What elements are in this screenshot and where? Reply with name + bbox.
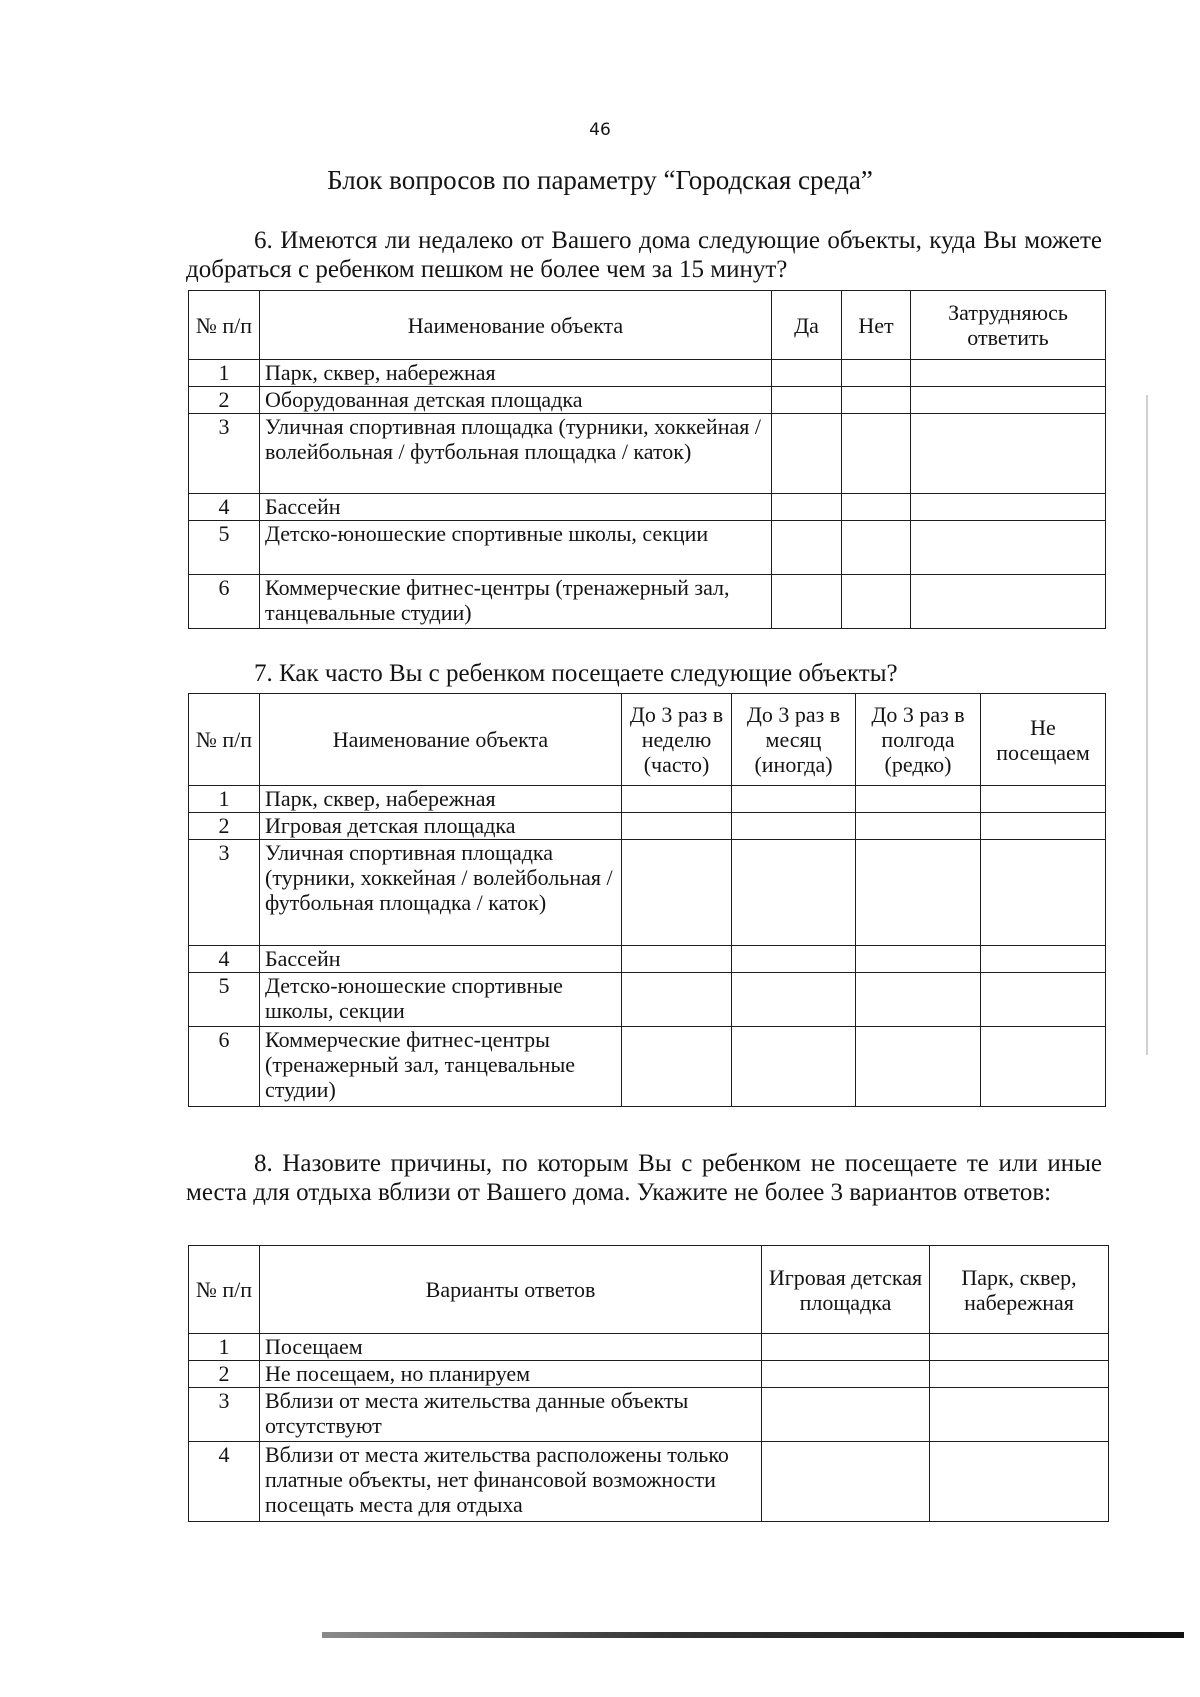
header-hard-to-answer: Затрудняюсь ответить: [911, 291, 1106, 360]
answer-cell-half-year[interactable]: [856, 786, 981, 813]
row-object-name: Парк, сквер, набережная: [260, 360, 772, 387]
header-object-name: Наименование объекта: [260, 291, 772, 360]
row-object-name: Коммерческие фитнес-центры (тренажерный зал, танцевальные студии): [260, 575, 772, 629]
answer-cell-weekly[interactable]: [622, 1027, 732, 1107]
answer-cell-weekly[interactable]: [622, 946, 732, 973]
row-number: 1: [189, 1334, 260, 1361]
row-number: 2: [189, 1361, 260, 1388]
answer-cell-hard-to-answer[interactable]: [911, 494, 1106, 521]
header-no: Нет: [842, 291, 911, 360]
answer-cell-weekly[interactable]: [622, 840, 732, 946]
block-title: Блок вопросов по параметру “Городская среда”: [327, 165, 873, 195]
answer-cell-yes[interactable]: [772, 414, 842, 494]
table-row: [189, 521, 1106, 575]
row-object-name: Игровая детская площадка: [260, 813, 622, 840]
question-7-table: [188, 693, 1106, 1107]
row-number: 2: [189, 813, 260, 840]
answer-cell-hard-to-answer[interactable]: [911, 414, 1106, 494]
answer-cell-weekly[interactable]: [622, 813, 732, 840]
row-number: 4: [189, 946, 260, 973]
answer-cell-yes[interactable]: [772, 575, 842, 629]
table-row: [189, 1027, 1106, 1107]
answer-cell-park[interactable]: [930, 1361, 1109, 1388]
answer-cell-yes[interactable]: [772, 360, 842, 387]
row-number: 6: [189, 575, 260, 629]
table-row: [189, 1442, 1109, 1522]
answer-cell-playground[interactable]: [762, 1334, 930, 1361]
answer-cell-no[interactable]: [842, 387, 911, 414]
table-row: [189, 946, 1106, 973]
header-answer-options: Варианты ответов: [260, 1246, 762, 1334]
row-object-name: Уличная спортивная площадка (турники, хоккейная / волейбольная / футбольная площадка / каток): [260, 414, 772, 494]
row-number: 6: [189, 1027, 260, 1107]
answer-cell-playground[interactable]: [762, 1388, 930, 1442]
answer-cell-no[interactable]: [842, 575, 911, 629]
answer-cell-yes[interactable]: [772, 521, 842, 575]
answer-cell-weekly[interactable]: [622, 786, 732, 813]
answer-cell-half-year[interactable]: [856, 946, 981, 973]
answer-cell-half-year[interactable]: [856, 973, 981, 1027]
row-object-name: Детско-юношеские спортивные школы, секции: [260, 521, 772, 575]
answer-cell-yes[interactable]: [772, 387, 842, 414]
row-object-name: Оборудованная детская площадка: [260, 387, 772, 414]
header-yes: Да: [772, 291, 842, 360]
header-number: № п/п: [189, 1246, 260, 1334]
row-object-name: Уличная спортивная площадка (турники, хоккейная / волейбольная / футбольная площадка / каток): [260, 840, 622, 946]
answer-cell-hard-to-answer[interactable]: [911, 575, 1106, 629]
header-playground: Игровая детская площадка: [762, 1246, 930, 1334]
answer-cell-park[interactable]: [930, 1388, 1109, 1442]
table-row: [189, 1361, 1109, 1388]
question-6-table: [188, 290, 1106, 629]
row-answer-option: Вблизи от места жительства данные объекты отсутствуют: [260, 1388, 762, 1442]
header-weekly: До 3 раз в неделю (часто): [622, 694, 732, 786]
answer-cell-monthly[interactable]: [732, 946, 856, 973]
answer-cell-monthly[interactable]: [732, 840, 856, 946]
header-never: Не посещаем: [981, 694, 1106, 786]
answer-cell-playground[interactable]: [762, 1361, 930, 1388]
row-number: 3: [189, 840, 260, 946]
answer-cell-never[interactable]: [981, 840, 1106, 946]
answer-cell-half-year[interactable]: [856, 813, 981, 840]
row-object-name: Бассейн: [260, 494, 772, 521]
row-number: 1: [189, 786, 260, 813]
table-row: [189, 360, 1106, 387]
answer-cell-no[interactable]: [842, 360, 911, 387]
page-number: 46: [589, 120, 611, 140]
row-number: 1: [189, 360, 260, 387]
row-number: 3: [189, 1388, 260, 1442]
table-row: [189, 1334, 1109, 1361]
scan-edge-line: [1146, 395, 1148, 1055]
answer-cell-never[interactable]: [981, 786, 1106, 813]
answer-cell-never[interactable]: [981, 946, 1106, 973]
header-number: № п/п: [189, 694, 260, 786]
table-row: [189, 786, 1106, 813]
answer-cell-hard-to-answer[interactable]: [911, 387, 1106, 414]
table-row: [189, 813, 1106, 840]
answer-cell-never[interactable]: [981, 813, 1106, 840]
question-7-text: 7. Как часто Вы с ребенком посещаете следующие объекты?: [254, 660, 898, 687]
header-monthly: До 3 раз в месяц (иногда): [732, 694, 856, 786]
row-answer-option: Посещаем: [260, 1334, 762, 1361]
row-number: 5: [189, 973, 260, 1027]
row-number: 4: [189, 1442, 260, 1522]
answer-cell-hard-to-answer[interactable]: [911, 521, 1106, 575]
table-row: [189, 494, 1106, 521]
row-object-name: Бассейн: [260, 946, 622, 973]
answer-cell-hard-to-answer[interactable]: [911, 360, 1106, 387]
answer-cell-no[interactable]: [842, 521, 911, 575]
header-half-year: До 3 раз в полгода (редко): [856, 694, 981, 786]
row-answer-option: Не посещаем, но планируем: [260, 1361, 762, 1388]
table-row: [189, 414, 1106, 494]
answer-cell-no[interactable]: [842, 494, 911, 521]
row-number: 3: [189, 414, 260, 494]
answer-cell-never[interactable]: [981, 1027, 1106, 1107]
row-object-name: Коммерческие фитнес-центры (тренажерный зал, танцевальные студии): [260, 1027, 622, 1107]
answer-cell-monthly[interactable]: [732, 813, 856, 840]
row-object-name: Парк, сквер, набережная: [260, 786, 622, 813]
header-object-name: Наименование объекта: [260, 694, 622, 786]
question-8-table: [188, 1245, 1109, 1522]
row-number: 5: [189, 521, 260, 575]
header-park: Парк, сквер, набережная: [930, 1246, 1109, 1334]
row-object-name: Детско-юношеские спортивные школы, секции: [260, 973, 622, 1027]
answer-cell-never[interactable]: [981, 973, 1106, 1027]
table-row: [189, 575, 1106, 629]
bottom-rule: [322, 1632, 1184, 1638]
table-row: [189, 840, 1106, 946]
answer-cell-no[interactable]: [842, 414, 911, 494]
table-row: [189, 973, 1106, 1027]
row-number: 2: [189, 387, 260, 414]
answer-cell-monthly[interactable]: [732, 786, 856, 813]
answer-cell-monthly[interactable]: [732, 973, 856, 1027]
question-6-text: 6. Имеются ли недалеко от Вашего дома следующие объекты, куда Вы можете добраться с ребенком пешком не более чем за 15 минут?: [186, 227, 1102, 283]
answer-cell-playground[interactable]: [762, 1442, 930, 1522]
answer-cell-half-year[interactable]: [856, 1027, 981, 1107]
answer-cell-yes[interactable]: [772, 494, 842, 521]
header-number: № п/п: [189, 291, 260, 360]
table-row: [189, 387, 1106, 414]
answer-cell-half-year[interactable]: [856, 840, 981, 946]
row-answer-option: Вблизи от места жительства расположены только платные объекты, нет финансовой возможности посещать места для отдыха: [260, 1442, 762, 1522]
answer-cell-park[interactable]: [930, 1442, 1109, 1522]
answer-cell-monthly[interactable]: [732, 1027, 856, 1107]
table-header-row: [189, 1246, 1109, 1334]
table-header-row: [189, 694, 1106, 786]
row-number: 4: [189, 494, 260, 521]
answer-cell-weekly[interactable]: [622, 973, 732, 1027]
table-row: [189, 1388, 1109, 1442]
question-8-text: 8. Назовите причины, по которым Вы с ребенком не посещаете те или иные места для отдыха вблизи от Вашего дома. Укажите не более 3 вариантов ответов:: [186, 1150, 1102, 1206]
table-header-row: [189, 291, 1106, 360]
answer-cell-park[interactable]: [930, 1334, 1109, 1361]
